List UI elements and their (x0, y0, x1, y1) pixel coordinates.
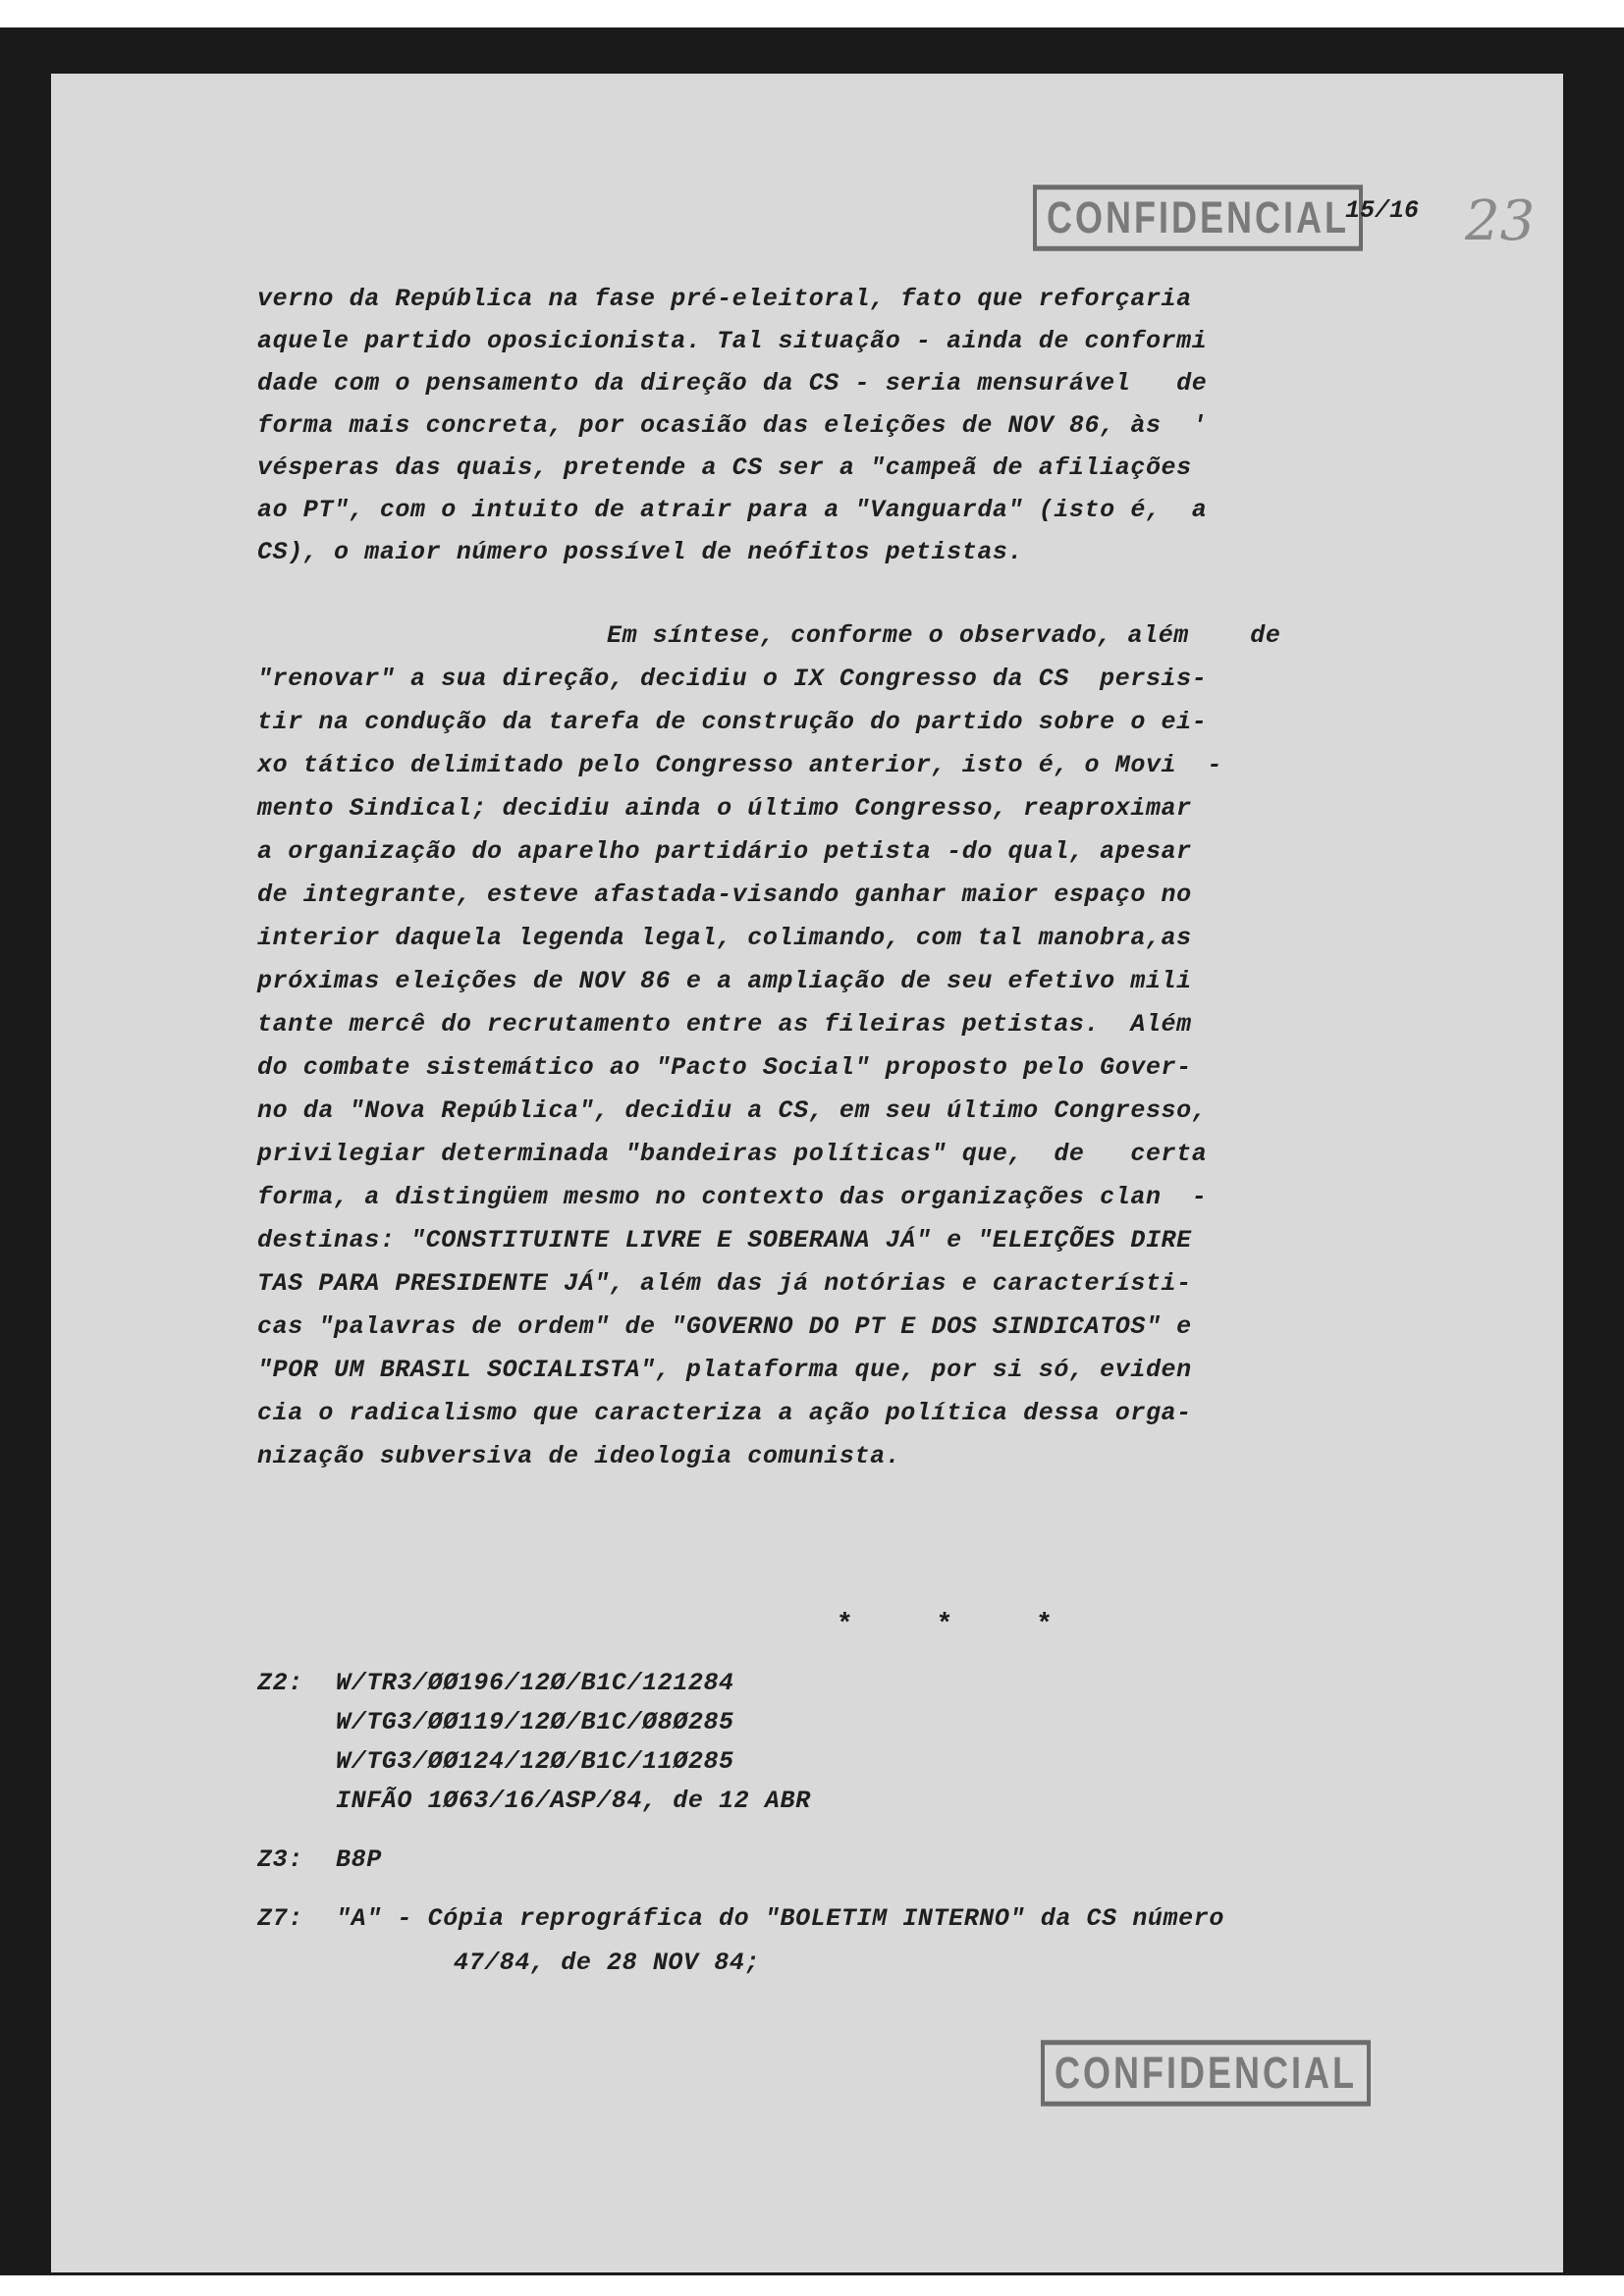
confidential-stamp-top: CONFIDENCIAL (1033, 185, 1363, 251)
body-line: Em síntese, conforme o observado, além de (607, 621, 1281, 650)
body-line: privilegiar determinada "bandeiras políticas" que, de certa (257, 1140, 1208, 1168)
body-line: dade com o pensamento da direção da CS - seria mensurável de (257, 369, 1208, 398)
body-line: tante mercê do recrutamento entre as fileiras petistas. Além (257, 1010, 1192, 1039)
body-line: cia o radicalismo que caracteriza a ação política dessa orga- (257, 1399, 1192, 1427)
body-line: verno da República na fase pré-eleitoral, fato que reforçaria (257, 285, 1192, 313)
body-line: forma, a distingüem mesmo no contexto das organizações clan - (257, 1183, 1208, 1211)
reference-label-z3: Z3: (257, 1845, 303, 1874)
reference-item: 47/84, de 28 NOV 84; (454, 1949, 761, 1977)
body-line: vésperas das quais, pretende a CS ser a "campeã de afiliações (257, 454, 1192, 482)
body-line: interior daquela legenda legal, colimando, com tal manobra,as (257, 924, 1192, 952)
body-line: CS), o maior número possível de neófitos petistas. (257, 538, 1024, 566)
body-line: cas "palavras de ordem" de "GOVERNO DO PT E DOS SINDICATOS" e (257, 1312, 1192, 1341)
body-line: ao PT", com o intuito de atrair para a "Vanguarda" (isto é, a (257, 496, 1208, 524)
body-line: aquele partido oposicionista. Tal situação - ainda de conformi (257, 327, 1208, 355)
body-line: tir na condução da tarefa de construção do partido sobre o ei- (257, 708, 1208, 736)
body-line: do combate sistemático ao "Pacto Social" proposto pelo Gover- (257, 1053, 1192, 1082)
reference-label-z2: Z2: (257, 1669, 303, 1697)
body-line: próximas eleições de NOV 86 e a ampliação de seu efetivo mili (257, 967, 1192, 995)
body-line: "POR UM BRASIL SOCIALISTA", plataforma que, por si só, eviden (257, 1356, 1192, 1384)
document-page (51, 74, 1563, 2272)
reference-item: W/TG3/ØØ124/12Ø/B1C/11Ø285 (336, 1747, 734, 1776)
body-line: nização subversiva de ideologia comunista. (257, 1442, 901, 1470)
reference-label-z7: Z7: (257, 1904, 303, 1933)
body-line: a organização do aparelho partidário petista -do qual, apesar (257, 837, 1192, 866)
reference-item: W/TG3/ØØ119/12Ø/B1C/Ø8Ø285 (336, 1708, 734, 1736)
reference-item: B8P (336, 1845, 382, 1874)
page-number: 15/16 (1345, 196, 1420, 225)
body-line: no da "Nova República", decidiu a CS, em seu último Congresso, (257, 1096, 1208, 1125)
body-line: forma mais concreta, por ocasião das eleições de NOV 86, às ' (257, 411, 1208, 440)
reference-item: "A" - Cópia reprográfica do "BOLETIM INTERNO" da CS número (336, 1904, 1224, 1933)
reference-item: INFÃO 1Ø63/16/ASP/84, de 12 ABR (336, 1787, 811, 1815)
handwritten-page-number: 23 (1465, 189, 1536, 253)
confidential-stamp-bottom: CONFIDENCIAL (1041, 2040, 1371, 2107)
body-line: xo tático delimitado pelo Congresso anterior, isto é, o Movi - (257, 751, 1222, 779)
reference-item: W/TR3/ØØ196/12Ø/B1C/121284 (336, 1669, 734, 1697)
body-line: TAS PARA PRESIDENTE JÁ", além das já notórias e característi- (257, 1269, 1192, 1298)
body-line: de integrante, esteve afastada-visando ganhar maior espaço no (257, 881, 1192, 909)
body-line: "renovar" a sua direção, decidiu o IX Congresso da CS persis- (257, 665, 1208, 693)
body-line: destinas: "CONSTITUINTE LIVRE E SOBERANA JÁ" e "ELEIÇÕES DIRE (257, 1226, 1192, 1255)
body-line: mento Sindical; decidiu ainda o último Congresso, reaproximar (257, 794, 1192, 823)
section-separator: * * * (837, 1610, 1087, 1640)
